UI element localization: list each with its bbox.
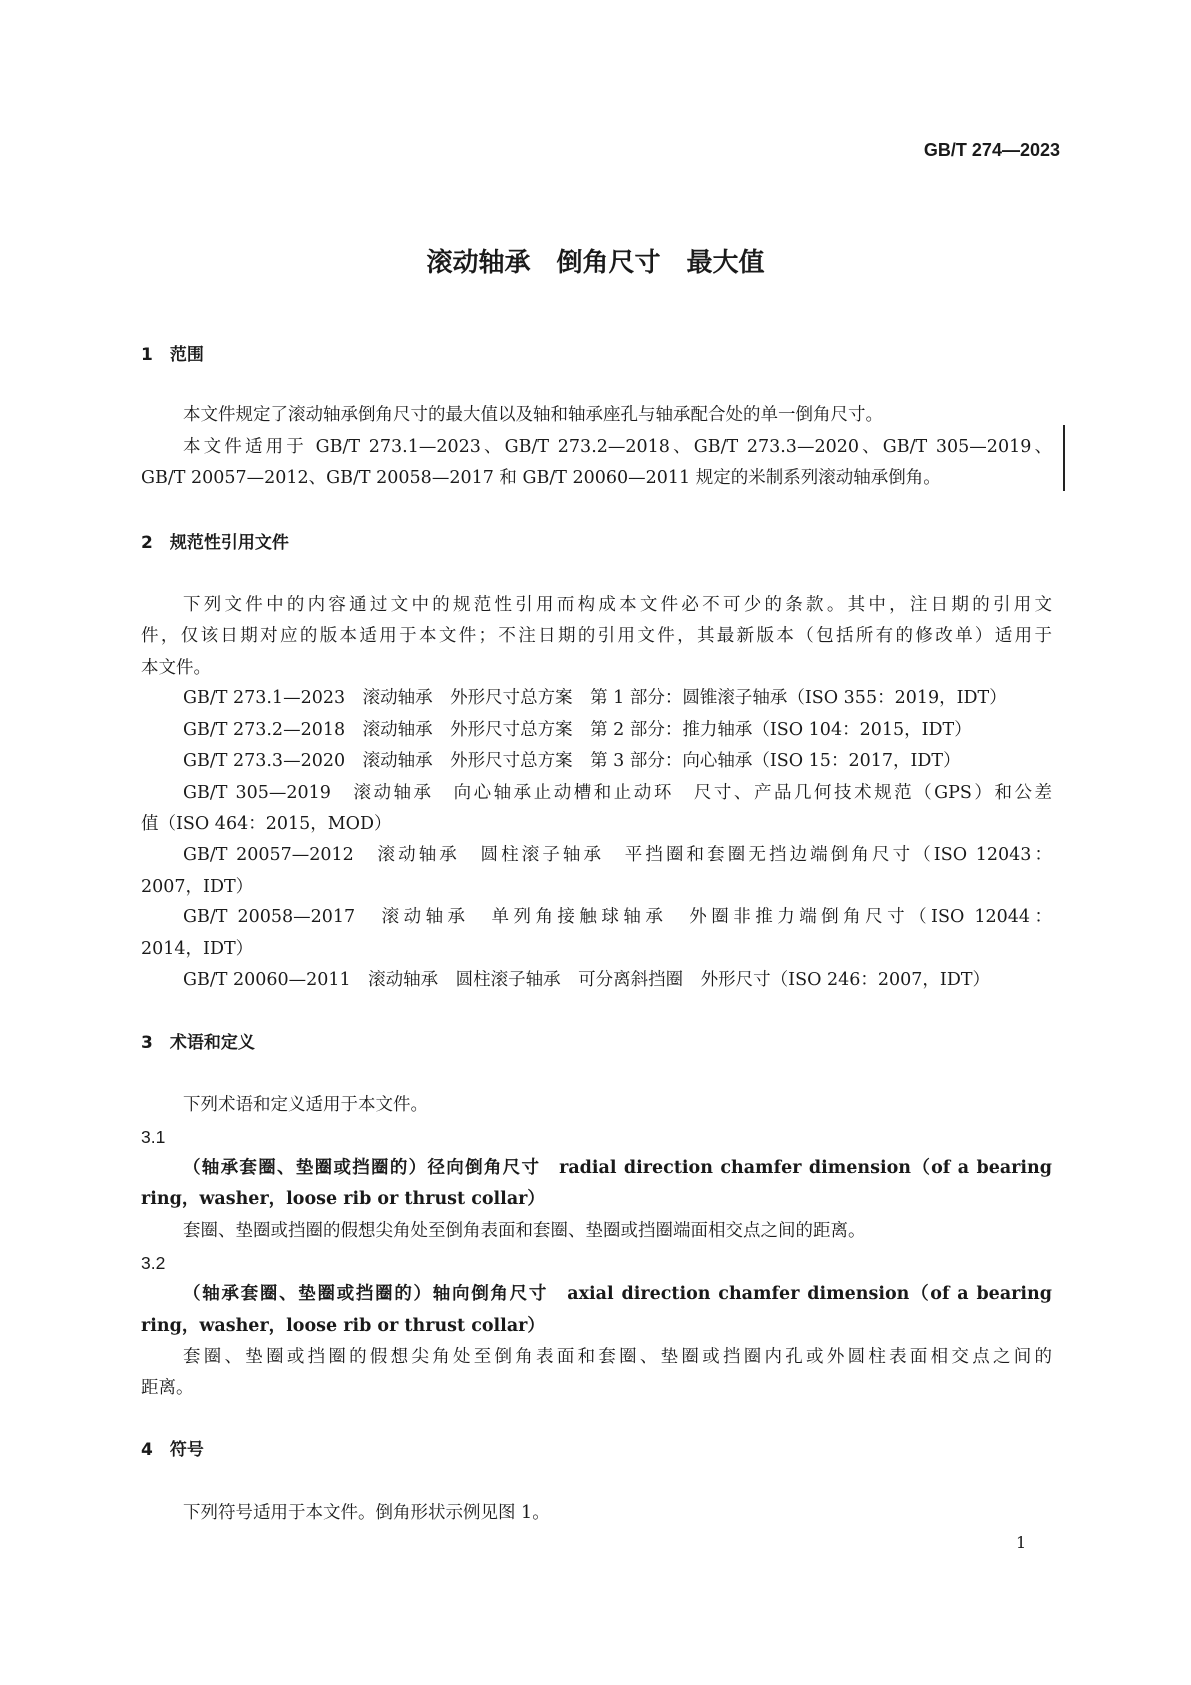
paragraph-line: 本文件规定了滚动轴承倒角尺寸的最大值以及轴和轴承座孔与轴承配合处的单一倒角尺寸。: [183, 405, 883, 425]
reference-item: GB/T 20060—2011 滚动轴承 圆柱滚子轴承 可分离斜挡圈 外形尺寸（ISO 246：2007，IDT）: [183, 970, 991, 990]
section-heading-scope: 1 范围: [141, 345, 204, 365]
term-title-cont: ring，washer，loose rib or thrust collar）: [141, 1189, 545, 1209]
reference-item-cont: 2007，IDT）: [141, 877, 254, 897]
reference-item: GB/T 273.3—2020 滚动轴承 外形尺寸总方案 第 3 部分：向心轴承（ISO 15：2017，IDT）: [183, 751, 961, 771]
paragraph-line: 下列术语和定义适用于本文件。: [183, 1095, 428, 1115]
page-title: 滚动轴承 倒角尺寸 最大值: [426, 248, 765, 278]
paragraph-line: 本文件。: [141, 658, 211, 678]
reference-item: GB/T 20057—2012 滚动轴承 圆柱滚子轴承 平挡圈和套圈无挡边端倒角尺寸（ISO 12043：: [183, 845, 1052, 865]
term-title: （轴承套圈、垫圈或挡圈的）轴向倒角尺寸 axial direction chamfer dimension（of a bearing: [183, 1284, 1052, 1304]
paragraph-line: GB/T 20057—2012、GB/T 20058—2017 和 GB/T 20060—2011 规定的米制系列滚动轴承倒角。: [141, 468, 941, 488]
reference-item: GB/T 273.2—2018 滚动轴承 外形尺寸总方案 第 2 部分：推力轴承（ISO 104：2015，IDT）: [183, 720, 972, 740]
reference-item: GB/T 20058—2017 滚动轴承 单列角接触球轴承 外圈非推力端倒角尺寸（ISO 12044：: [183, 907, 1052, 927]
term-definition: 套圈、垫圈或挡圈的假想尖角处至倒角表面和套圈、垫圈或挡圈内孔或外圆柱表面相交点之间的: [183, 1347, 1052, 1367]
term-definition: 套圈、垫圈或挡圈的假想尖角处至倒角表面和套圈、垫圈或挡圈端面相交点之间的距离。: [183, 1221, 866, 1241]
term-number: 3.1: [141, 1127, 166, 1147]
change-bar: [1063, 425, 1065, 491]
section-heading-references: 2 规范性引用文件: [141, 533, 289, 553]
reference-item-cont: 2014，IDT）: [141, 939, 254, 959]
page-number: 1: [1016, 1533, 1027, 1552]
term-title-cont: ring，washer，loose rib or thrust collar）: [141, 1316, 545, 1336]
section-heading-terms: 3 术语和定义: [141, 1033, 255, 1053]
paragraph-line: 件，仅该日期对应的版本适用于本文件；不注日期的引用文件，其最新版本（包括所有的修改单）适用于: [141, 626, 1052, 646]
section-heading-symbols: 4 符号: [141, 1440, 204, 1460]
paragraph-line: 下列文件中的内容通过文中的规范性引用而构成本文件必不可少的条款。其中，注日期的引用文: [183, 595, 1052, 615]
reference-item-cont: 值（ISO 464：2015，MOD）: [141, 814, 392, 834]
reference-item: GB/T 273.1—2023 滚动轴承 外形尺寸总方案 第 1 部分：圆锥滚子轴承（ISO 355：2019，IDT）: [183, 688, 1007, 708]
paragraph-line: 下列符号适用于本文件。倒角形状示例见图 1。: [183, 1503, 550, 1523]
paragraph-line: 本文件适用于 GB/T 273.1—2023、GB/T 273.2—2018、GB/T 273.3—2020、GB/T 305—2019、: [183, 437, 1052, 457]
term-title: （轴承套圈、垫圈或挡圈的）径向倒角尺寸 radial direction chamfer dimension（of a bearing: [183, 1158, 1052, 1178]
document-id: GB/T 274—2023: [923, 140, 1060, 160]
term-number: 3.2: [141, 1253, 166, 1273]
term-definition-cont: 距离。: [141, 1378, 194, 1398]
reference-item: GB/T 305—2019 滚动轴承 向心轴承止动槽和止动环 尺寸、产品几何技术规范（GPS）和公差: [183, 783, 1052, 803]
